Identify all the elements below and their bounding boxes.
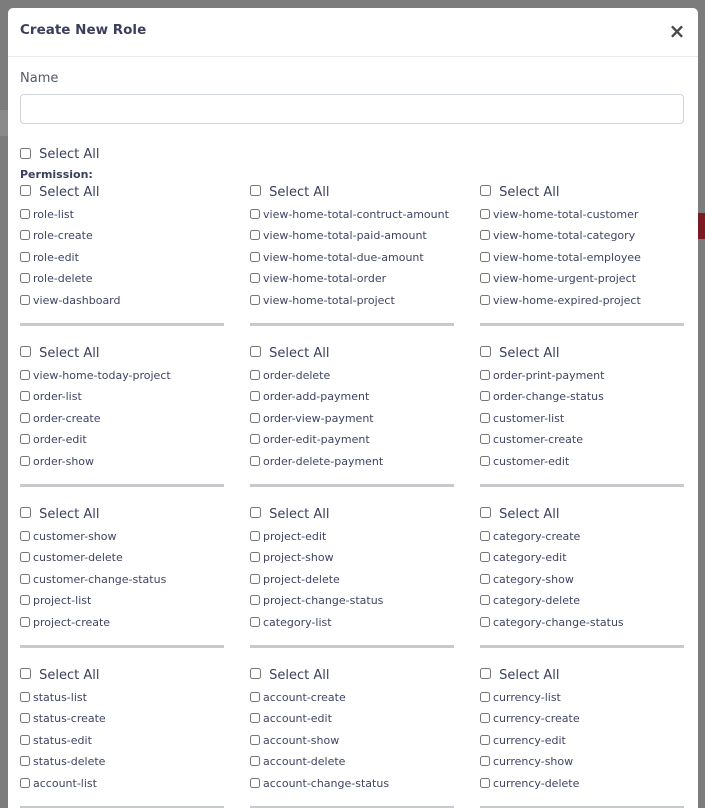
- group-select-all-checkbox[interactable]: [250, 346, 261, 357]
- permission-checkbox[interactable]: [20, 531, 30, 541]
- permission-item-label: order-show: [33, 454, 95, 468]
- group-select-all: [20, 665, 224, 687]
- permission-item-label: order-view-payment: [263, 411, 374, 425]
- permission-checkbox[interactable]: [250, 595, 260, 605]
- group-select-all-checkbox[interactable]: [480, 507, 491, 518]
- permission-checkbox[interactable]: [480, 370, 490, 380]
- permission-item-label: view-home-urgent-project: [493, 272, 636, 286]
- permission-item-label: role-delete: [33, 272, 93, 286]
- permission-item: [480, 708, 684, 729]
- permission-item-label: order-change-status: [493, 390, 604, 404]
- group-divider: [20, 645, 224, 648]
- permission-checkbox[interactable]: [480, 713, 490, 723]
- modal-title: Create New Role: [20, 22, 147, 38]
- permission-item: [250, 751, 454, 772]
- group-select-all: [250, 343, 454, 365]
- permission-checkbox[interactable]: [250, 552, 260, 562]
- group-select-all: [20, 182, 224, 204]
- group-select-all-label: Select All: [39, 507, 100, 522]
- permission-item-label: category-show: [493, 572, 574, 586]
- permission-item-label: account-show: [263, 733, 340, 747]
- permission-checkbox[interactable]: [480, 252, 490, 262]
- select-all-global-checkbox[interactable]: [20, 148, 31, 159]
- permission-item: [480, 730, 684, 751]
- permission-item-label: order-edit: [33, 433, 87, 447]
- permission-checkbox[interactable]: [250, 456, 260, 466]
- permission-item: [480, 526, 684, 547]
- permission-checkbox[interactable]: [250, 252, 260, 262]
- permission-item-label: order-delete-payment: [263, 454, 384, 468]
- permission-item: [480, 386, 684, 407]
- permission-group-10: [20, 665, 224, 808]
- permission-item: [20, 687, 224, 708]
- group-divider: [20, 484, 224, 487]
- permission-item-label: currency-delete: [493, 776, 580, 790]
- permission-checkbox[interactable]: [480, 595, 490, 605]
- permission-item-label: view-home-today-project: [33, 369, 171, 382]
- permission-checkbox[interactable]: [250, 370, 260, 380]
- permission-item-label: customer-delete: [33, 551, 123, 565]
- group-select-all-checkbox[interactable]: [480, 185, 491, 196]
- permission-checkbox[interactable]: [480, 295, 490, 305]
- permission-item: [250, 204, 454, 225]
- create-role-modal: [8, 8, 698, 808]
- permission-item-label: view-home-total-paid-amount: [263, 229, 427, 243]
- permission-item: [250, 547, 454, 568]
- group-select-all: [20, 504, 224, 526]
- permission-item-label: view-home-total-due-amount: [263, 250, 424, 264]
- permission-item-label: customer-show: [33, 530, 117, 543]
- group-select-all-label: Select All: [269, 507, 330, 522]
- permission-item: [250, 247, 454, 268]
- background-page-red-button: [697, 213, 705, 239]
- permission-checkbox[interactable]: [480, 617, 490, 627]
- permission-checkbox[interactable]: [480, 434, 490, 444]
- permission-checkbox[interactable]: [480, 456, 490, 466]
- group-divider: [250, 484, 454, 487]
- permission-item: [480, 290, 684, 311]
- permission-item-label: account-edit: [263, 712, 332, 726]
- permission-item-label: view-home-total-customer: [493, 208, 639, 221]
- group-select-all-label: Select All: [39, 668, 100, 683]
- permission-item: [20, 268, 224, 289]
- permission-item: [250, 225, 454, 246]
- permission-item-label: order-print-payment: [493, 369, 605, 382]
- permission-item-label: category-change-status: [493, 615, 624, 629]
- permission-item-label: status-edit: [33, 733, 92, 747]
- permission-group-5: [250, 343, 454, 504]
- permission-group-6: [480, 343, 684, 504]
- permission-checkbox[interactable]: [20, 778, 30, 788]
- permission-item-label: view-home-total-contruct-amount: [263, 208, 449, 221]
- permission-item: [20, 590, 224, 611]
- permission-item: [250, 408, 454, 429]
- permission-item-label: status-list: [33, 691, 87, 704]
- permission-item-label: customer-create: [493, 433, 583, 447]
- permission-item-label: project-create: [33, 615, 111, 629]
- permission-item-label: view-home-total-employee: [493, 250, 641, 264]
- permission-item: [20, 247, 224, 268]
- permission-group-3: [480, 182, 684, 343]
- permission-checkbox[interactable]: [250, 295, 260, 305]
- permission-item-label: customer-edit: [493, 454, 570, 468]
- permission-checkbox[interactable]: [480, 391, 490, 401]
- permission-item: [480, 247, 684, 268]
- group-divider: [250, 323, 454, 326]
- permission-item-label: order-create: [33, 411, 101, 425]
- permission-group-2: [250, 182, 454, 343]
- group-select-all: [480, 504, 684, 526]
- permission-checkbox[interactable]: [480, 413, 490, 423]
- permission-item: [250, 687, 454, 708]
- permission-checkbox[interactable]: [250, 778, 260, 788]
- permission-item-label: order-add-payment: [263, 390, 370, 404]
- permission-item-label: currency-list: [493, 691, 561, 704]
- permission-item: [250, 773, 454, 794]
- permission-checkbox[interactable]: [480, 735, 490, 745]
- permission-item-label: project-delete: [263, 572, 340, 586]
- group-divider: [480, 323, 684, 326]
- permission-checkbox[interactable]: [250, 617, 260, 627]
- permission-item-label: view-home-total-category: [493, 229, 636, 243]
- permission-item-label: view-home-total-project: [263, 293, 395, 307]
- group-divider: [20, 323, 224, 326]
- permission-checkbox[interactable]: [20, 391, 30, 401]
- permission-item: [250, 268, 454, 289]
- permission-item-label: order-edit-payment: [263, 433, 370, 447]
- permission-item: [480, 773, 684, 794]
- permission-item: [20, 751, 224, 772]
- permission-item: [20, 386, 224, 407]
- permission-item: [480, 204, 684, 225]
- permission-item: [20, 290, 224, 311]
- group-select-all-label: Select All: [269, 185, 330, 200]
- select-all-global-label: Select All: [39, 147, 100, 162]
- background-page-strip: [0, 110, 8, 136]
- permission-item: [250, 730, 454, 751]
- permission-item: [480, 612, 684, 633]
- permission-item: [20, 526, 224, 547]
- group-select-all-checkbox[interactable]: [480, 668, 491, 679]
- permission-item-label: view-dashboard: [33, 293, 121, 307]
- permission-grid: [20, 182, 686, 808]
- permission-checkbox[interactable]: [20, 252, 30, 262]
- permission-checkbox[interactable]: [250, 209, 260, 219]
- permission-checkbox[interactable]: [20, 552, 30, 562]
- group-divider: [250, 645, 454, 648]
- permission-checkbox[interactable]: [250, 735, 260, 745]
- permission-checkbox[interactable]: [480, 230, 490, 240]
- permission-checkbox[interactable]: [480, 778, 490, 788]
- group-select-all-label: Select All: [499, 185, 560, 200]
- permission-item: [20, 204, 224, 225]
- permission-item-label: currency-create: [493, 712, 580, 726]
- group-select-all-checkbox[interactable]: [20, 185, 31, 196]
- permission-item: [250, 526, 454, 547]
- permission-checkbox[interactable]: [20, 713, 30, 723]
- permission-item: [20, 547, 224, 568]
- permission-checkbox[interactable]: [250, 531, 260, 541]
- permission-item: [20, 429, 224, 450]
- permission-checkbox[interactable]: [20, 574, 30, 584]
- permission-item: [250, 569, 454, 590]
- permission-checkbox[interactable]: [250, 391, 260, 401]
- permission-checkbox[interactable]: [20, 456, 30, 466]
- permission-item-label: order-list: [33, 390, 82, 404]
- permission-item: [250, 290, 454, 311]
- permission-item-label: project-list: [33, 594, 92, 608]
- permission-checkbox[interactable]: [250, 413, 260, 423]
- permission-checkbox[interactable]: [20, 370, 30, 380]
- permission-item: [20, 569, 224, 590]
- group-select-all: [250, 182, 454, 204]
- permission-checkbox[interactable]: [250, 434, 260, 444]
- permission-item: [20, 451, 224, 472]
- permission-item: [480, 451, 684, 472]
- permission-item: [20, 730, 224, 751]
- group-select-all-checkbox[interactable]: [250, 668, 261, 679]
- permission-checkbox[interactable]: [20, 295, 30, 305]
- permission-item: [480, 569, 684, 590]
- permission-checkbox[interactable]: [20, 692, 30, 702]
- permission-item: [480, 429, 684, 450]
- group-select-all-label: Select All: [499, 507, 560, 522]
- permission-checkbox[interactable]: [250, 692, 260, 702]
- permission-checkbox[interactable]: [480, 531, 490, 541]
- group-select-all-checkbox[interactable]: [250, 507, 261, 518]
- group-select-all: [250, 504, 454, 526]
- permission-checkbox[interactable]: [20, 209, 30, 219]
- permission-item-label: status-delete: [33, 755, 106, 769]
- permission-group-12: [480, 665, 684, 808]
- permission-item-label: project-change-status: [263, 594, 384, 608]
- group-select-all-checkbox[interactable]: [20, 507, 31, 518]
- permission-item-label: project-edit: [263, 530, 327, 543]
- permission-item-label: category-create: [493, 530, 581, 543]
- permission-item: [250, 365, 454, 386]
- permission-item-label: role-edit: [33, 250, 79, 264]
- permission-checkbox[interactable]: [20, 735, 30, 745]
- permission-item: [20, 365, 224, 386]
- group-divider: [480, 484, 684, 487]
- group-select-all-label: Select All: [39, 346, 100, 361]
- permission-item: [480, 751, 684, 772]
- permission-item: [20, 612, 224, 633]
- permission-item: [250, 708, 454, 729]
- permission-item: [250, 612, 454, 633]
- permission-checkbox[interactable]: [20, 595, 30, 605]
- permission-item-label: customer-list: [493, 411, 565, 425]
- modal-header: [8, 8, 698, 57]
- close-button[interactable]: ×: [668, 19, 686, 43]
- group-select-all-checkbox[interactable]: [250, 185, 261, 196]
- permission-item-label: account-change-status: [263, 776, 390, 790]
- permission-group-4: [20, 343, 224, 504]
- permission-item: [20, 773, 224, 794]
- permission-item: [480, 590, 684, 611]
- permission-item: [250, 451, 454, 472]
- permission-item: [480, 687, 684, 708]
- permission-checkbox[interactable]: [480, 273, 490, 283]
- permission-item-label: account-list: [33, 776, 97, 790]
- permission-checkbox[interactable]: [480, 209, 490, 219]
- group-select-all-label: Select All: [499, 668, 560, 683]
- permission-checkbox[interactable]: [480, 552, 490, 562]
- permission-checkbox[interactable]: [20, 756, 30, 766]
- group-select-all: [20, 343, 224, 365]
- permission-checkbox[interactable]: [480, 574, 490, 584]
- group-select-all-checkbox[interactable]: [480, 346, 491, 357]
- permission-checkbox[interactable]: [250, 713, 260, 723]
- permission-item: [20, 225, 224, 246]
- modal-body: [8, 57, 698, 808]
- permission-label: Permission:: [20, 168, 93, 181]
- group-select-all-checkbox[interactable]: [20, 668, 31, 679]
- permission-item-label: order-delete: [263, 369, 331, 382]
- select-all-global: [20, 146, 686, 164]
- permission-checkbox[interactable]: [250, 756, 260, 766]
- permission-checkbox[interactable]: [20, 230, 30, 240]
- permission-item: [480, 408, 684, 429]
- group-select-all: [480, 343, 684, 365]
- permission-checkbox[interactable]: [250, 574, 260, 584]
- permission-group-11: [250, 665, 454, 808]
- permission-checkbox[interactable]: [480, 692, 490, 702]
- permission-checkbox[interactable]: [20, 273, 30, 283]
- permission-item-label: account-delete: [263, 755, 346, 769]
- permission-checkbox[interactable]: [20, 617, 30, 627]
- name-label: Name: [20, 71, 59, 86]
- group-select-all-checkbox[interactable]: [20, 346, 31, 357]
- permission-item: [250, 386, 454, 407]
- permission-group-9: [480, 504, 684, 665]
- permission-item: [20, 708, 224, 729]
- permission-item-label: currency-show: [493, 755, 574, 769]
- permission-item: [250, 590, 454, 611]
- permission-item-label: role-create: [33, 229, 93, 243]
- permission-checkbox[interactable]: [20, 434, 30, 444]
- group-select-all-label: Select All: [269, 668, 330, 683]
- group-divider: [480, 645, 684, 648]
- permission-checkbox[interactable]: [250, 230, 260, 240]
- permission-item-label: role-list: [33, 208, 74, 221]
- permission-item-label: currency-edit: [493, 733, 566, 747]
- permission-item-label: account-create: [263, 691, 346, 704]
- permission-checkbox[interactable]: [480, 756, 490, 766]
- group-select-all: [480, 182, 684, 204]
- permission-item: [480, 365, 684, 386]
- permission-item-label: view-home-total-order: [263, 272, 387, 286]
- permission-item: [480, 547, 684, 568]
- permission-item-label: category-list: [263, 615, 332, 629]
- permission-item-label: status-create: [33, 712, 106, 726]
- permission-checkbox[interactable]: [20, 413, 30, 423]
- permission-group-1: [20, 182, 224, 343]
- permission-item: [480, 225, 684, 246]
- permission-item-label: customer-change-status: [33, 572, 167, 586]
- group-select-all: [250, 665, 454, 687]
- permission-item-label: category-edit: [493, 551, 567, 565]
- permission-checkbox[interactable]: [250, 273, 260, 283]
- permission-item: [20, 408, 224, 429]
- permission-item-label: project-show: [263, 551, 334, 565]
- permission-item-label: category-delete: [493, 594, 581, 608]
- permission-group-8: [250, 504, 454, 665]
- permission-item: [250, 429, 454, 450]
- permission-group-7: [20, 504, 224, 665]
- permission-item: [480, 268, 684, 289]
- permission-item-label: view-home-expired-project: [493, 293, 641, 307]
- name-input[interactable]: [20, 94, 684, 124]
- group-select-all: [480, 665, 684, 687]
- group-select-all-label: Select All: [269, 346, 330, 361]
- group-select-all-label: Select All: [499, 346, 560, 361]
- group-select-all-label: Select All: [39, 185, 100, 200]
